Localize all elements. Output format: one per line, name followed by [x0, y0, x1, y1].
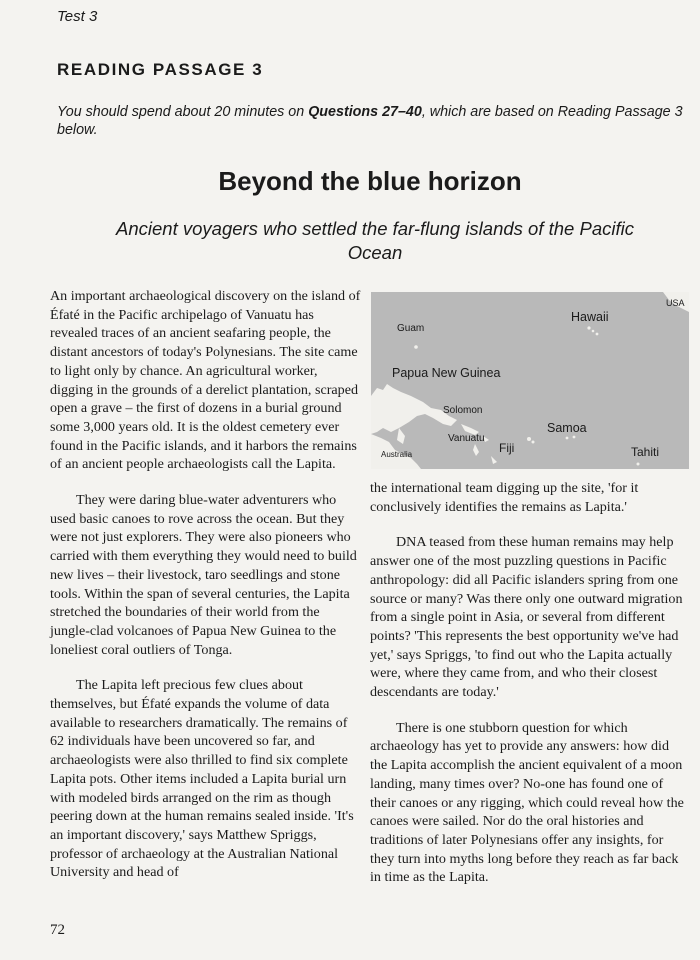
map-label-papua-new-guinea: Papua New Guinea: [392, 366, 501, 380]
test-label: Test 3: [57, 8, 98, 25]
paragraph-6: There is one stubborn question for which archaeology has yet to provide any answers: how did the Lapita accomplish the ancient equivalent of a moon landing, many times over? No-one has found one of their canoes or any rigging, which could reveal how the canoes were sailed. Nor do the oral histories and traditions of later Polynesians offer any insights, for they turn into myths long before they reach as far back in time as the Lapita.: [370, 719, 684, 886]
map-label-tahiti: Tahiti: [631, 445, 660, 459]
instructions-questions: Questions 27–40: [308, 104, 422, 120]
map-landmass: [371, 292, 689, 469]
map-label-usa: USA: [666, 298, 685, 308]
pacific-map: [371, 292, 689, 469]
map-label-guam: Guam: [397, 323, 425, 334]
paragraph-1: An important archaeological discovery on the island of Éfaté in the Pacific archipelago of Vanuatu has revealed traces of an ancient seafaring people, the distant ancestors of today's Polynesians. The site came to light only by chance. An agricultural worker, digging in the grounds of a derelict plantation, scraped open a grave – the first of dozens in a burial ground some 3,000 years old. It is the oldest cemetery ever found in the Pacific islands, and it harbors the remains of an ancient people archaeologists call the Lapita.: [50, 288, 361, 473]
section-heading: READING PASSAGE 3: [57, 60, 264, 79]
paragraph-4: the international team digging up the site, 'for it conclusively identifies the remains as Lapita.': [370, 480, 639, 515]
instructions: [57, 103, 692, 139]
map-label-australia: Australia: [381, 450, 413, 459]
paragraph-5: DNA teased from these human remains may help answer one of the most puzzling questions in Pacific anthropology: did all Pacific islanders spring from one source or many? Was there only one outward migration from a single point in Asia, or several from different points? 'This represents the best opportunity we've had yet,' says Spriggs, 'to find out who the Lapita actually were, where they came from, and who their closest descendants are today.': [370, 534, 683, 701]
map-label-hawaii: Hawaii: [571, 310, 609, 324]
article-title: Beyond the blue horizon: [218, 166, 522, 196]
map-label-fiji: Fiji: [499, 441, 515, 455]
page-number: 72: [50, 922, 65, 938]
left-column: [50, 287, 363, 882]
map-label-vanuatu: Vanuatu: [448, 433, 485, 444]
instructions-text-1: You should spend about 20 minutes on: [57, 104, 309, 120]
right-column: [370, 479, 686, 887]
map-label-samoa: Samoa: [547, 421, 587, 435]
map-label-solomon: Solomon: [443, 405, 483, 416]
instructions-text-2: , which are based on Reading Passage 3 below.: [57, 104, 683, 138]
paragraph-3: The Lapita left precious few clues about themselves, but Éfaté expands the volume of data available to researchers dramatically. The remains of 62 individuals have been uncovered so far, and archaeologists were also thrilled to find six complete Lapita pots. Other items included a Lapita burial urn with modeled birds arranged on the rim as though peering down at the human remains sealed inside. 'It's an important discovery,' says Matthew Spriggs, professor of archaeology at the Australian National University and head of: [50, 677, 354, 881]
article-subtitle: Ancient voyagers who settled the far-flung islands of the Pacific Ocean: [116, 218, 634, 263]
paragraph-2: They were daring blue-water adventurers who used basic canoes to rove across the ocean. But they were not just explorers. They were also pioneers who carried with them everything they would need to build new lives – their livestock, taro seedlings and stone tools. Within the span of several centuries, the Lapita stretched the boundaries of their world from the jungle-clad volcanoes of Papua New Guinea to the loneliest coral outliers of Tonga.: [50, 492, 357, 658]
